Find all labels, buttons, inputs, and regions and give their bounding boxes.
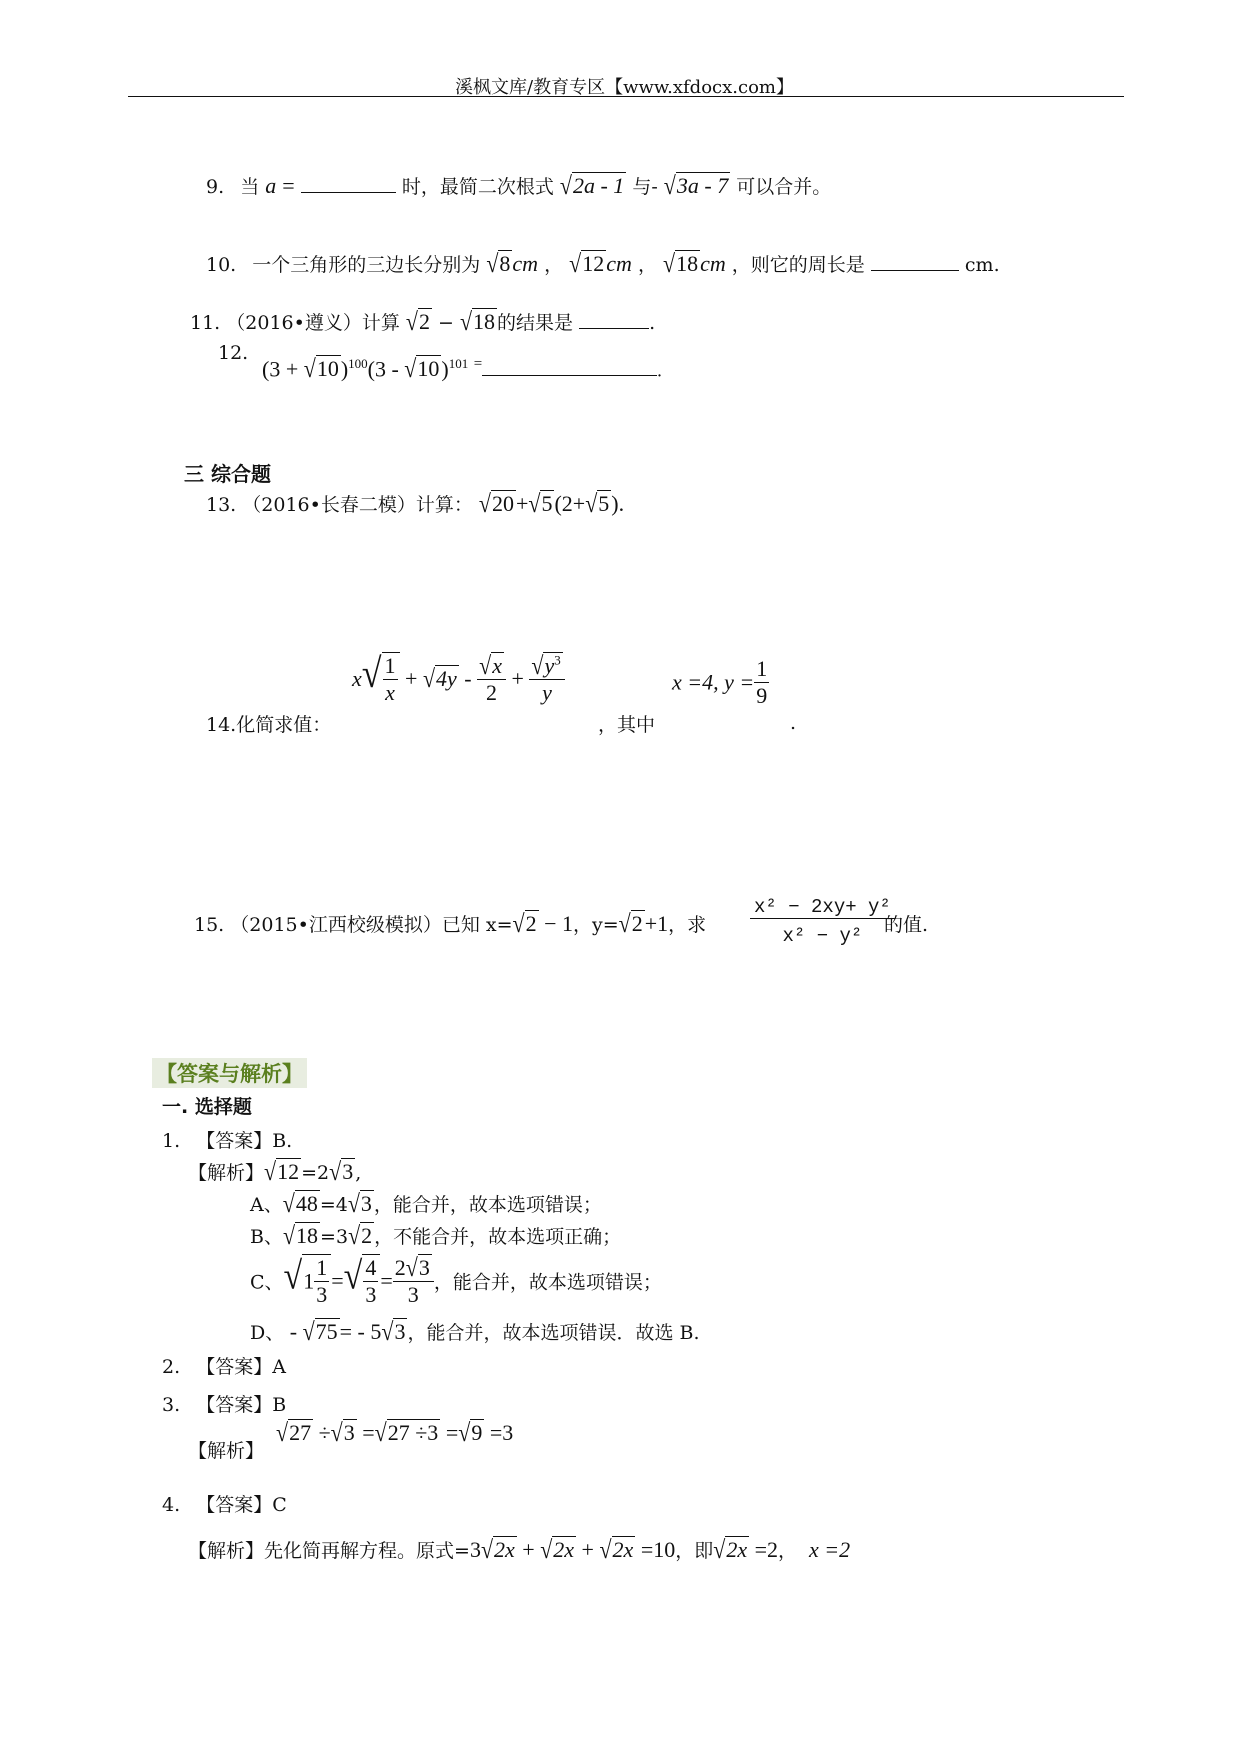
a3-analysis: [188, 1436, 264, 1463]
q9-radical-1: √2a - 1: [559, 171, 625, 200]
a4-radical-4: √2x: [713, 1535, 748, 1564]
q11-radical-2: √18: [459, 307, 496, 336]
q15-fraction: [750, 896, 895, 947]
q10-blank[interactable]: [871, 252, 959, 271]
question-9: [206, 172, 831, 199]
a1-eq: =2: [301, 1162, 330, 1184]
q14-radical-1: √ $\frac{1}{x}$: [362, 652, 400, 706]
q12-radical-1: √10: [303, 354, 339, 384]
q13-radical-2: √5: [528, 489, 553, 518]
a1-c-frac-3: $\frac{2√3}{3}$: [393, 1255, 434, 1308]
a4-text-1: 先化简再解方程。原式=: [264, 1540, 470, 1562]
a1-answer: 【答案】B.: [196, 1130, 293, 1152]
q13-radical-3: √5: [585, 489, 610, 518]
q14-x: x: [352, 666, 362, 692]
q13-number: 13.: [206, 494, 237, 516]
q10-unit-1: cm: [512, 251, 539, 276]
a1-b-label: B、: [250, 1226, 283, 1248]
q15-text-3: ，求: [668, 914, 707, 936]
a1-option-c: [250, 1254, 662, 1308]
a1-a-eq: =4: [319, 1194, 348, 1216]
a1-option-d: [250, 1318, 700, 1345]
q9-blank[interactable]: [301, 174, 396, 193]
q15-plus-1: +1: [644, 911, 669, 936]
a3-number: 3.: [162, 1394, 181, 1416]
a1-analysis: [188, 1158, 361, 1185]
a4-radical-2: √2x: [540, 1535, 575, 1564]
q12-blank[interactable]: [482, 357, 657, 376]
a1-option-b: [250, 1222, 621, 1249]
a3-expr: √27 ÷√3 =√27 ÷3 =√9 =3: [276, 1418, 514, 1447]
a1-a-label: A、: [250, 1194, 283, 1216]
a1-c-eq-2: =: [380, 1268, 393, 1293]
q9-eq: =: [282, 173, 295, 198]
q10-sep-1: ，: [544, 254, 564, 276]
a1-b-text: ，不能合并，故本选项正确；: [374, 1226, 622, 1248]
a1-option-a: [250, 1190, 602, 1217]
a1-c-label: C、: [250, 1271, 284, 1294]
a1-c-radical-1: √1 $\frac{1}{3}$: [284, 1254, 332, 1308]
q13-paren-2: ).: [611, 491, 625, 516]
q13-radical-1: √20: [478, 489, 514, 518]
a1-b-radical-b: √2: [348, 1221, 373, 1250]
q9-radical-2: √3a - 7: [663, 171, 729, 200]
q12-paren-4: ): [441, 356, 449, 382]
q11-text-2: 的结果是: [497, 312, 574, 334]
q12-exp-1: 100: [348, 356, 368, 371]
q15-radical-1: √2: [512, 909, 537, 938]
q11-blank[interactable]: [579, 310, 649, 329]
a4-plus-2: +: [576, 1537, 600, 1562]
a4-eq-2: =2: [749, 1537, 779, 1562]
q10-number: 10.: [206, 254, 237, 276]
q14-end: .: [790, 712, 797, 734]
a1-number: 1.: [162, 1130, 181, 1152]
q9-text-4: 可以合并。: [736, 176, 832, 198]
a4-plus-1: +: [516, 1537, 541, 1562]
a2-number: 2.: [162, 1356, 181, 1378]
a1-c-text: ，能合并，故本选项错误；: [433, 1271, 662, 1294]
q11-text-1: （2016•遵义）计算: [226, 312, 400, 334]
answer-3: [162, 1390, 286, 1417]
a4-radical-1: √2x: [480, 1535, 515, 1564]
q10-radical-2: √12: [569, 249, 605, 278]
a1-a-text: ，能合并，故本选项错误；: [373, 1194, 602, 1216]
q10-text-1: 一个三角形的三边长分别为: [252, 254, 481, 276]
page-header: 溪枫文库/教育专区【www.xfdocx.com】: [455, 77, 794, 98]
header-rule: [128, 96, 1124, 97]
a4-eq: =10: [635, 1537, 676, 1562]
a3-answer: 【答案】B: [196, 1394, 287, 1416]
a4-coef: 3: [469, 1537, 481, 1562]
answer-2: [162, 1352, 286, 1379]
q15-text-1: （2015•江西校级模拟）已知 x=: [230, 914, 513, 936]
answer-4: [162, 1490, 287, 1517]
q10-unit-2: cm: [606, 251, 632, 276]
question-11: [190, 308, 655, 335]
a1-c-radical-2: √ $\frac{4}{3}$: [344, 1254, 381, 1308]
q11-radical-1: √2: [405, 307, 430, 336]
question-14-label: [206, 710, 331, 737]
a3-analysis-label: 【解析】: [188, 1440, 265, 1462]
q13-plus: +: [515, 491, 529, 516]
q10-radical-1: √8: [486, 249, 511, 278]
a4-analysis: [188, 1536, 850, 1563]
q14-frac-3: $\frac{√y^3}{y}$: [529, 653, 564, 706]
q10-text-2: ，则它的周长是: [731, 254, 865, 276]
a1-radical-2: √3: [329, 1157, 354, 1186]
q9-text-1: 当: [240, 176, 260, 198]
question-10: [206, 250, 1000, 277]
q15-radical-2: √2: [618, 909, 643, 938]
a4-answer: 【答案】C: [196, 1494, 287, 1516]
q15-number: 15.: [194, 914, 225, 936]
q14-frac-2: $\frac{√x}{2}$: [477, 653, 506, 706]
section-3-title: 三 综合题: [184, 462, 271, 486]
q15-minus-1: − 1: [538, 911, 574, 936]
a4-text-2: ，即: [675, 1540, 714, 1562]
a1-b-eq: =3: [320, 1226, 349, 1248]
a1-analysis-label: 【解析】: [188, 1162, 265, 1184]
a4-number: 4.: [162, 1494, 181, 1516]
q14-text-1: 化简求值：: [236, 714, 332, 736]
q14-text-2: ，其中: [598, 714, 656, 736]
q9-number: 9.: [206, 176, 225, 198]
q14-cond-text: x =4, y =: [672, 669, 755, 695]
q15-numerator: x² − 2xy+ y²: [750, 896, 895, 919]
q14-condition: [672, 656, 769, 709]
q12-end: .: [657, 360, 662, 382]
q14-plus-1: +: [405, 666, 418, 692]
q11-number: 11.: [190, 312, 221, 334]
q12-paren-3: (3 -: [367, 356, 405, 382]
q9-text-2: 时，最简二次根式: [401, 176, 554, 198]
question-13: [206, 490, 624, 517]
question-15: [194, 910, 706, 937]
answer-1: [162, 1126, 292, 1153]
q15-text-2: ，y=: [573, 914, 619, 936]
a2-answer: 【答案】A: [196, 1356, 286, 1378]
a1-radical-1: √12: [264, 1157, 300, 1186]
a1-d-radical-b: √3: [381, 1317, 406, 1346]
q11-minus: −: [438, 312, 454, 334]
q10-sep-2: ，: [637, 254, 657, 276]
question-14-expr: [352, 652, 565, 706]
a4-solution: x =2: [809, 1537, 851, 1562]
a1-b-radical: √18: [282, 1221, 319, 1250]
a1-d-label: D、: [250, 1322, 285, 1344]
q10-radical-3: √18: [663, 249, 699, 278]
q12-exp-2: 101: [448, 356, 469, 371]
a4-radical-3: √2x: [599, 1535, 634, 1564]
answers-section-1: 一. 选择题: [162, 1096, 252, 1118]
a1-d-text: ，能合并，故本选项错误．故选 B.: [407, 1322, 700, 1344]
q12-radical-2: √10: [404, 354, 440, 384]
a4-analysis-label: 【解析】: [188, 1540, 265, 1562]
a1-d-radical: √75: [302, 1317, 338, 1346]
a1-c-eq-1: =: [331, 1268, 344, 1293]
a1-d-eq: = - 5: [339, 1319, 382, 1344]
q9-var: a: [265, 173, 277, 198]
a1-a-radical: √48: [282, 1189, 318, 1218]
q13-paren-1: (2+: [554, 491, 586, 516]
q10-unit-3: cm: [700, 251, 726, 276]
q12-paren-2: ): [340, 356, 349, 382]
q9-text-3: 与-: [632, 176, 658, 198]
question-12-number: 12.: [218, 342, 249, 364]
q15-text-4: 的值.: [884, 914, 929, 936]
q13-text-1: （2016•长春二模）计算：: [242, 494, 473, 516]
q14-minus: -: [464, 666, 472, 692]
q14-radical-2: √4y: [422, 664, 457, 694]
q12-eq: =: [473, 356, 483, 372]
a4-text-3: ，: [778, 1540, 798, 1562]
a1-a-radical-b: √3: [347, 1189, 372, 1218]
answers-title: 【答案与解析】: [152, 1058, 307, 1088]
q12-paren-1: (3 +: [262, 356, 304, 382]
q11-end: .: [649, 312, 656, 334]
a1-d-minus: -: [284, 1319, 303, 1344]
a1-tail: ,: [355, 1162, 362, 1184]
q14-number: 14.: [206, 714, 237, 736]
q14-cond-frac: $\frac{1}{9}$: [756, 656, 768, 708]
question-12: [262, 356, 662, 382]
q14-plus-2: +: [511, 666, 524, 692]
q10-text-3: cm.: [964, 254, 1000, 276]
q15-denominator: x² − y²: [782, 925, 863, 947]
